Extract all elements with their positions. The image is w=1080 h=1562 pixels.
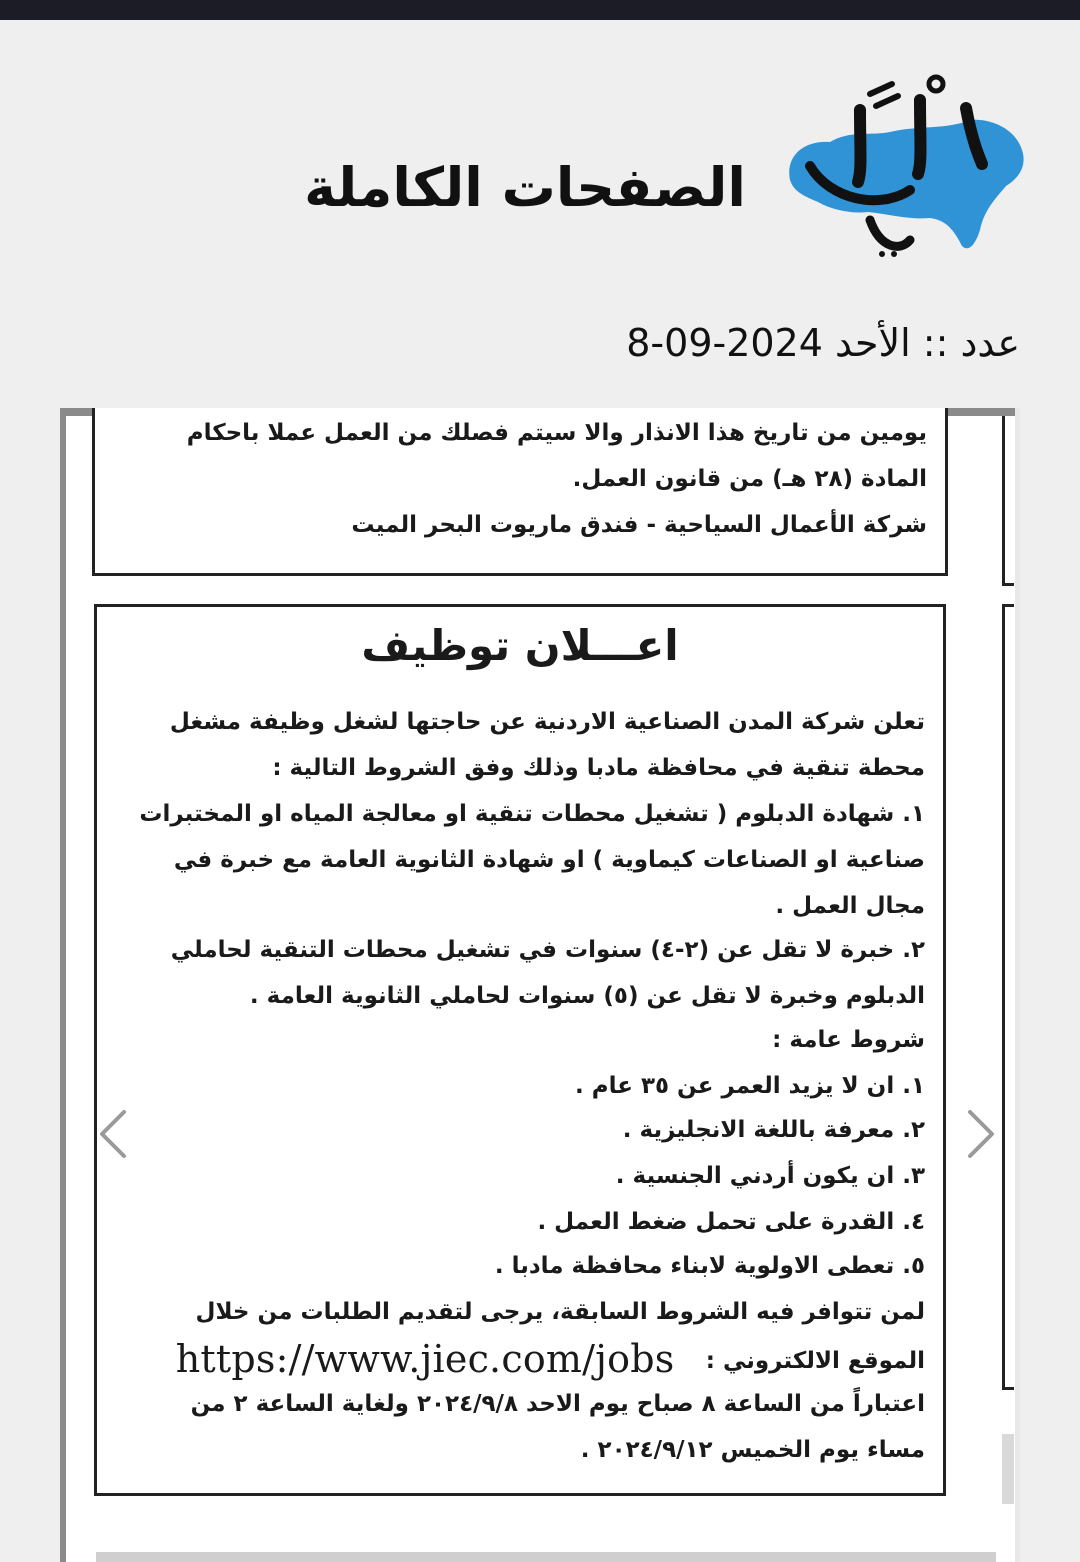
adjacent-ad-edge bbox=[1002, 604, 1014, 1390]
job-ad-line: ٤. القدرة على تحمل ضغط العمل . bbox=[537, 1209, 925, 1235]
chevron-left-icon bbox=[92, 1106, 138, 1162]
job-ad-url: https://www.jiec.com/jobs bbox=[175, 1337, 675, 1381]
job-ad-line: ٢. خبرة لا تقل عن (٢-٤) سنوات في تشغيل محطات التنقية لحاملي bbox=[170, 937, 925, 963]
job-ad-line: مساء يوم الخميس ٢٠٢٤/٩/١٢ . bbox=[580, 1437, 925, 1463]
viewer-right-edge bbox=[1015, 408, 1020, 1562]
job-ad-line: تعلن شركة المدن الصناعية الاردنية عن حاجتها لشغل وظيفة مشغل bbox=[169, 709, 925, 735]
chevron-right-icon bbox=[956, 1106, 1002, 1162]
page-viewer[interactable] bbox=[60, 408, 1020, 1562]
job-ad-line: الدبلوم وخبرة لا تقل عن (٥) سنوات لحاملي الثانوية العامة . bbox=[249, 983, 925, 1009]
job-ad-line: شروط عامة : bbox=[772, 1027, 925, 1053]
newspaper-page-image bbox=[66, 416, 1006, 1562]
previous-page-button[interactable] bbox=[92, 1106, 138, 1162]
issue-label: عدد :: الأحد bbox=[835, 321, 1020, 365]
issue-date: 8-09-2024 bbox=[626, 321, 823, 365]
previous-ad-line: يومين من تاريخ هذا الانذار والا سيتم فصلك من العمل عملا باحكام bbox=[186, 420, 927, 446]
previous-ad-box bbox=[92, 408, 948, 576]
job-ad-line: صناعية او الصناعات كيماوية ) او شهادة الثانوية العامة مع خبرة في bbox=[173, 847, 925, 873]
job-ad-line: اعتباراً من الساعة ٨ صباح يوم الاحد ٢٠٢٤/٩/٨ ولغاية الساعة ٢ من bbox=[190, 1391, 925, 1417]
issue-date-line bbox=[560, 318, 1020, 368]
arab-map-logo-icon bbox=[770, 70, 1030, 260]
next-page-button[interactable] bbox=[956, 1106, 1002, 1162]
job-ad-line: ٣. ان يكون أردني الجنسية . bbox=[615, 1163, 925, 1189]
adjacent-ad-edge bbox=[1002, 416, 1014, 586]
url-label: الموقع الالكتروني : bbox=[705, 1348, 925, 1374]
page-bottom-rule bbox=[96, 1552, 996, 1562]
previous-ad-line: شركة الأعمال السياحية - فندق ماريوت البحر الميت bbox=[351, 512, 927, 538]
adjacent-ad-edge bbox=[1002, 1434, 1014, 1504]
job-ad-heading: اعـــلان توظيف bbox=[361, 621, 679, 670]
job-ad-box bbox=[94, 604, 946, 1496]
job-ad-line: مجال العمل . bbox=[775, 893, 925, 919]
job-ad-url-line bbox=[176, 1337, 925, 1381]
site-title: الصفحات الكاملة bbox=[304, 156, 746, 219]
job-ad-line: ٢. معرفة باللغة الانجليزية . bbox=[622, 1117, 925, 1143]
status-bar bbox=[0, 0, 1080, 20]
job-ad-line: محطة تنقية في محافظة مادبا وذلك وفق الشروط التالية : bbox=[272, 755, 925, 781]
job-ad-line: لمن تتوافر فيه الشروط السابقة، يرجى لتقديم الطلبات من خلال bbox=[195, 1299, 925, 1325]
previous-ad-line: المادة (٢٨ هـ) من قانون العمل. bbox=[572, 466, 927, 492]
site-header bbox=[0, 20, 1080, 310]
job-ad-line: ١. شهادة الدبلوم ( تشغيل محطات تنقية او معالجة المياه او المختبرات bbox=[139, 801, 925, 827]
job-ad-line: ١. ان لا يزيد العمر عن ٣٥ عام . bbox=[574, 1073, 925, 1099]
job-ad-line: ٥. تعطى الاولوية لابناء محافظة مادبا . bbox=[494, 1253, 925, 1279]
alrai-logo[interactable] bbox=[770, 70, 1030, 260]
